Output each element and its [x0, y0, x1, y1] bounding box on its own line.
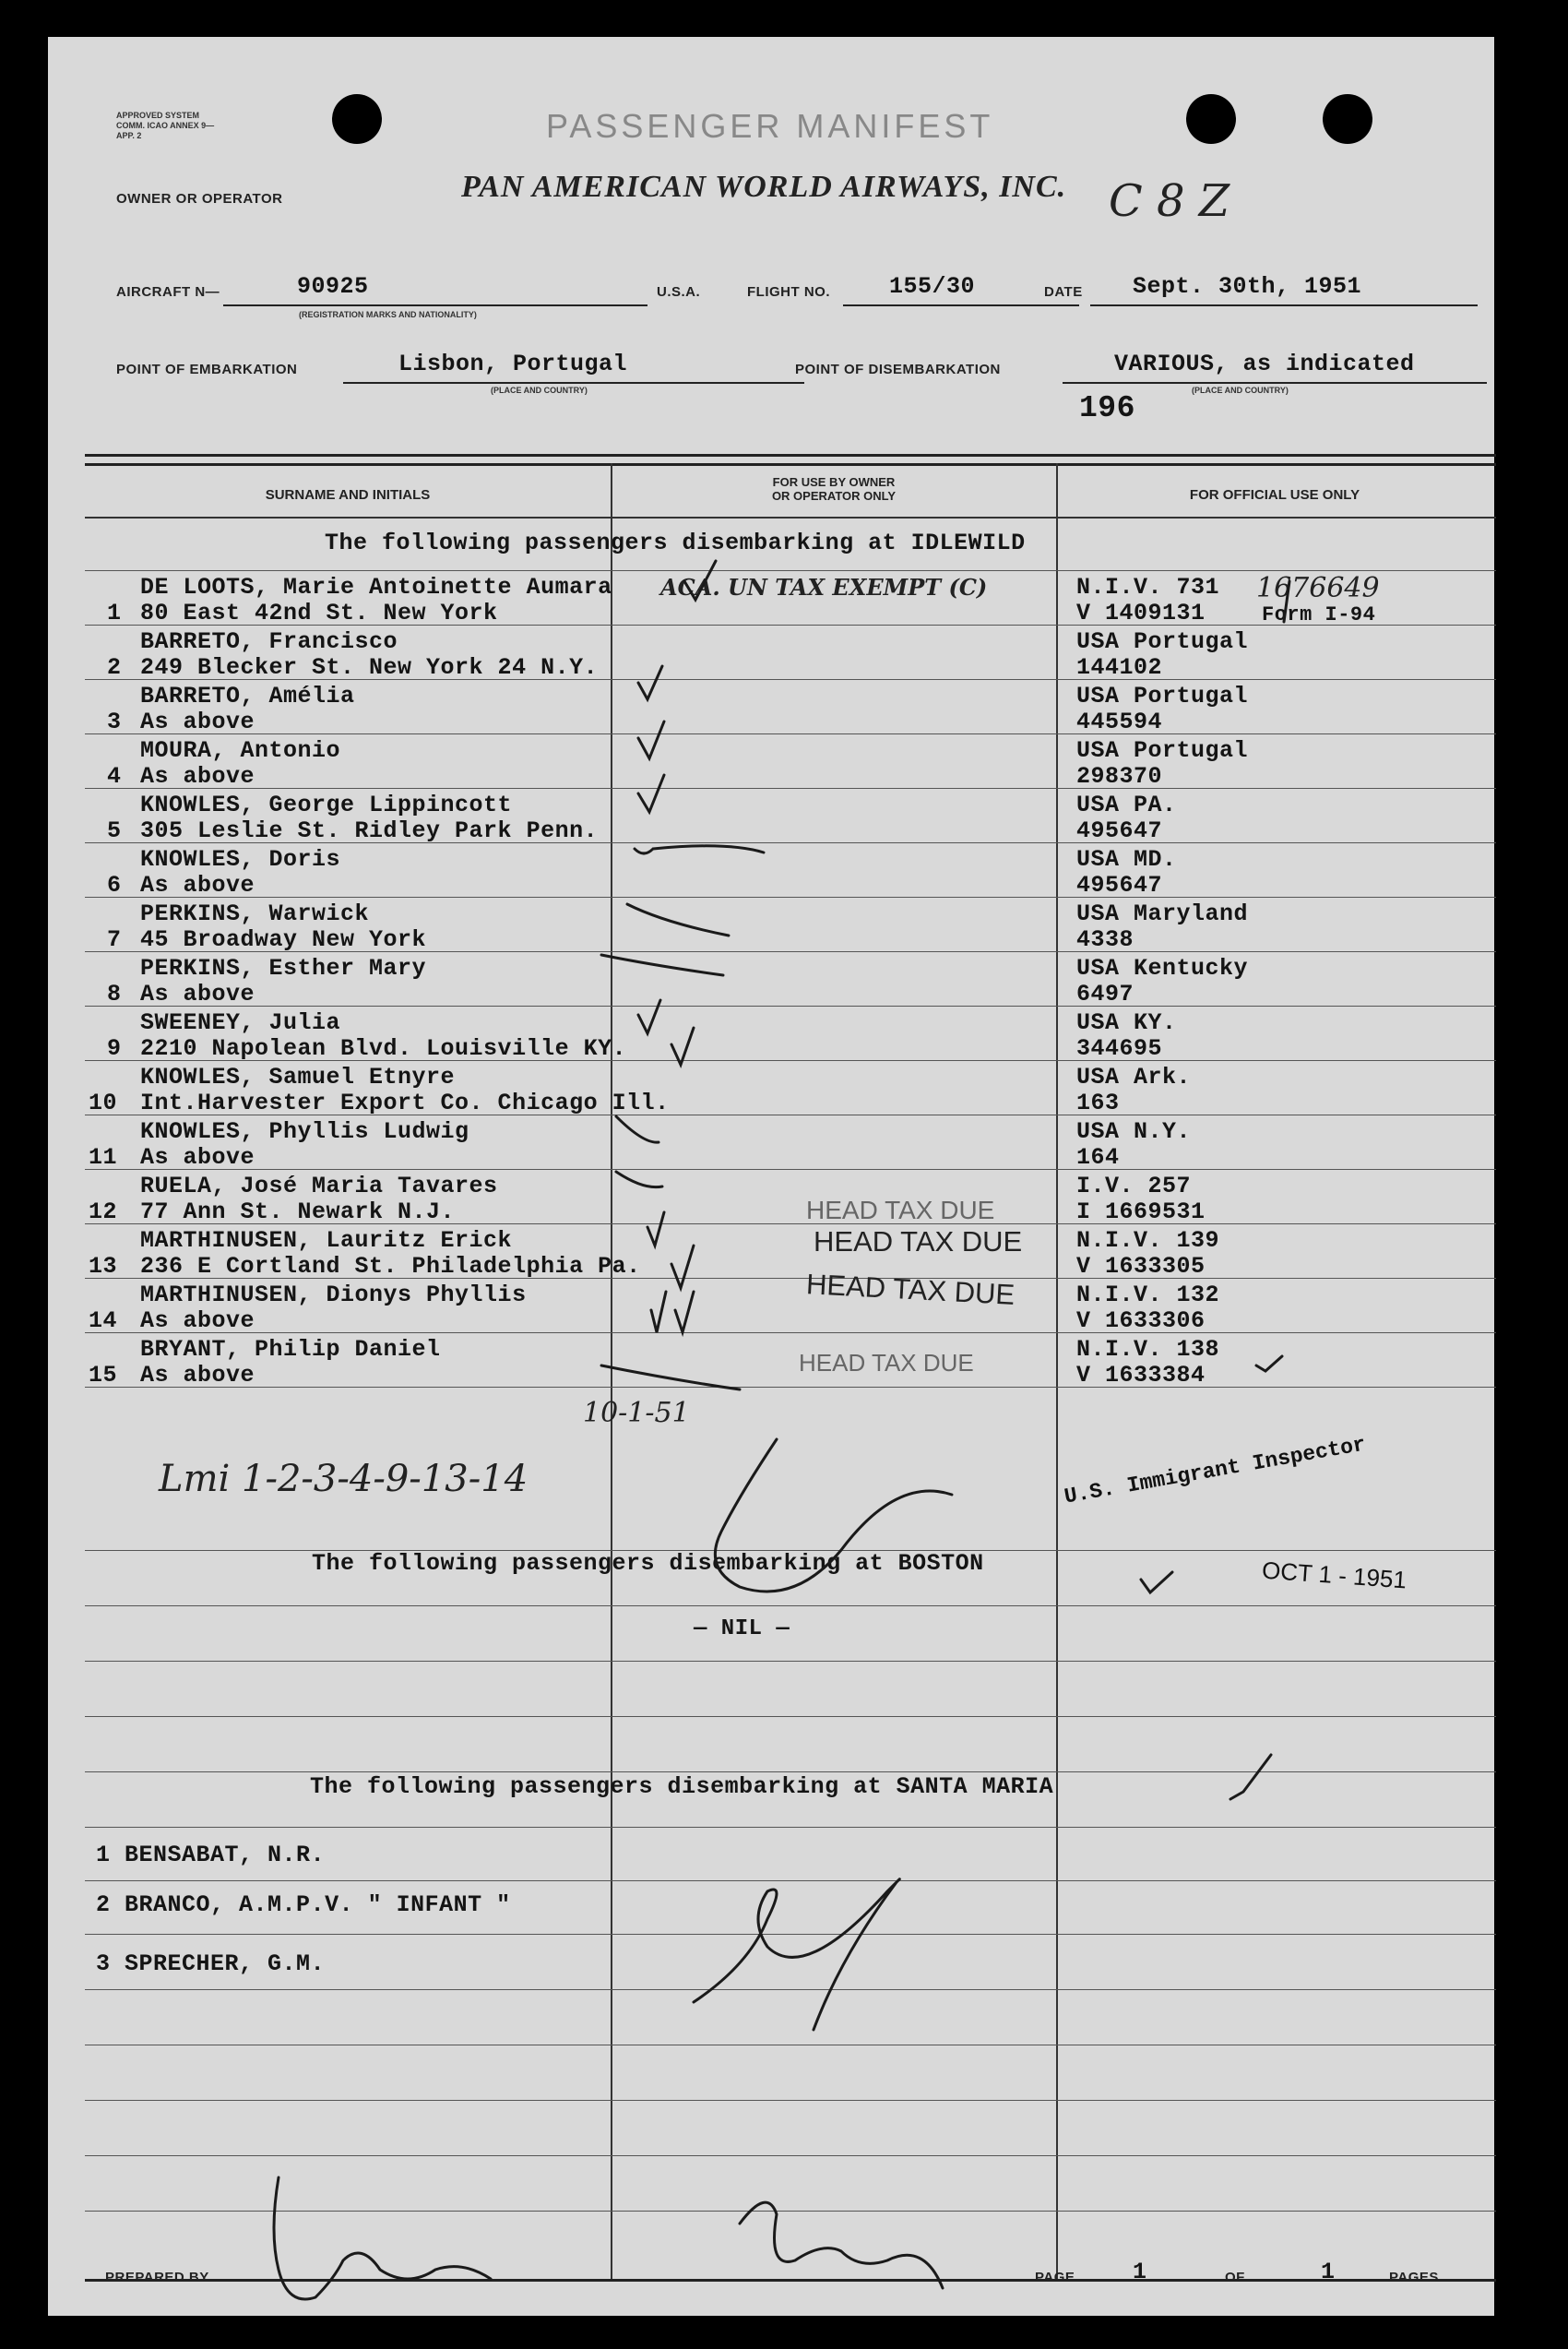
signature: [274, 2177, 491, 2299]
disembark-caption: (PLACE AND COUNTRY): [1192, 386, 1289, 395]
check-mark: [1284, 581, 1289, 622]
passenger-number: 12: [89, 1198, 118, 1225]
registration-caption: (REGISTRATION MARKS AND NATIONALITY): [299, 310, 477, 319]
passenger-address: 45 Broadway New York: [140, 926, 427, 953]
signature: [715, 1439, 952, 1592]
passenger-name: KNOWLES, Phyllis Ludwig: [140, 1118, 469, 1145]
passenger-name: MARTHINUSEN, Dionys Phyllis: [140, 1282, 527, 1308]
official-entry: N.I.V. 138: [1076, 1336, 1220, 1363]
official-entry: USA Portugal: [1076, 683, 1249, 709]
approval-note: APPROVED SYSTEM COMM. ICAO ANNEX 9—APP. 2: [116, 111, 215, 140]
passenger-address: As above: [140, 709, 255, 735]
section-heading-idlewild: The following passengers disembarking at IDLEWILD: [325, 530, 1026, 556]
official-entry: 144102: [1076, 654, 1163, 681]
passenger-address: As above: [140, 763, 255, 790]
official-entry: 163: [1076, 1090, 1120, 1116]
head-tax-stamp: HEAD TAX DUE: [805, 1268, 1016, 1311]
santa-maria-row: 3 SPRECHER, G.M.: [96, 1950, 326, 1977]
passenger-name: BARRETO, Amélia: [140, 683, 355, 709]
passenger-address: 236 E Cortland St. Philadelphia Pa.: [140, 1253, 641, 1280]
passenger-address: 2210 Napolean Blvd. Louisville KY.: [140, 1035, 627, 1062]
page-value: 1: [1133, 2259, 1147, 2285]
disembark-value: VARIOUS, as indicated: [1114, 351, 1415, 377]
passenger-address: 305 Leslie St. Ridley Park Penn.: [140, 817, 599, 844]
owner-annotation: C 8 Z: [1109, 175, 1230, 227]
nil-marker: — NIL —: [694, 1616, 790, 1641]
check-mark: [616, 1172, 662, 1187]
passenger-number: 10: [89, 1090, 118, 1116]
manifest-number: 196: [1079, 391, 1135, 425]
official-entry: N.I.V. 731: [1076, 574, 1220, 601]
official-entry: N.I.V. 139: [1076, 1227, 1220, 1254]
passenger-name: PERKINS, Esther Mary: [140, 955, 427, 982]
official-entry: USA MD.: [1076, 846, 1177, 873]
passenger-address: As above: [140, 1362, 255, 1389]
passenger-number: 7: [107, 926, 122, 953]
passenger-name: MARTHINUSEN, Lauritz Erick: [140, 1227, 513, 1254]
passenger-name: KNOWLES, Doris: [140, 846, 341, 873]
official-entry: I.V. 257: [1076, 1173, 1192, 1199]
embark-value: Lisbon, Portugal: [398, 351, 628, 377]
check-mark: [627, 904, 729, 936]
date-value: Sept. 30th, 1951: [1133, 273, 1362, 300]
check-mark: [1256, 1356, 1282, 1371]
official-entry: 445594: [1076, 709, 1163, 735]
passenger-name: KNOWLES, George Lippincott: [140, 792, 513, 818]
passenger-address: 80 East 42nd St. New York: [140, 600, 498, 626]
signature: [694, 1879, 899, 2030]
passenger-number: 3: [107, 709, 122, 735]
passenger-number: 8: [107, 981, 122, 1008]
santa-maria-row: 1 BENSABAT, N.R.: [96, 1842, 326, 1868]
prepared-label: PREPARED BY: [105, 2270, 209, 2285]
official-entry: USA Portugal: [1076, 737, 1249, 764]
col-owner-line1: FOR USE BY OWNER: [772, 475, 896, 489]
passenger-number: 15: [89, 1362, 118, 1389]
section-heading-santa-maria: The following passengers disembarking at SANTA MARIA: [310, 1773, 1054, 1800]
official-entry: USA Kentucky: [1076, 955, 1249, 982]
official-entry: 495647: [1076, 817, 1163, 844]
check-mark: [638, 666, 662, 699]
check-mark: [635, 846, 764, 853]
check-mark: [601, 955, 723, 975]
owner-note: ACA. UN TAX EXEMPT (C): [660, 574, 988, 601]
passenger-number: 6: [107, 872, 122, 899]
passenger-number: 4: [107, 763, 122, 790]
check-mark: [675, 1292, 694, 1332]
passenger-number: 13: [89, 1253, 118, 1280]
passenger-number: 14: [89, 1307, 118, 1334]
passenger-name: RUELA, José Maria Tavares: [140, 1173, 498, 1199]
official-entry: 4338: [1076, 926, 1134, 953]
check-mark: [1141, 1572, 1172, 1592]
passenger-address: Int.Harvester Export Co. Chicago Ill.: [140, 1090, 670, 1116]
col-surname: SURNAME AND INITIALS: [265, 487, 431, 503]
passenger-address: As above: [140, 872, 255, 899]
head-tax-stamp: HEAD TAX DUE: [799, 1349, 974, 1377]
col-official: FOR OFFICIAL USE ONLY: [1189, 487, 1360, 503]
official-entry: USA PA.: [1076, 792, 1177, 818]
official-entry: USA KY.: [1076, 1009, 1177, 1036]
stamp-date: OCT 1 - 1951: [1261, 1556, 1408, 1594]
check-mark: [601, 1365, 740, 1389]
of-label: OF: [1225, 2270, 1245, 2285]
head-tax-stamp: HEAD TAX DUE: [806, 1196, 995, 1224]
passenger-address: As above: [140, 981, 255, 1008]
aircraft-value: 90925: [297, 273, 369, 300]
official-entry: 344695: [1076, 1035, 1163, 1062]
signature: [740, 2202, 943, 2288]
flight-value: 155/30: [889, 273, 976, 300]
embark-caption: (PLACE AND COUNTRY): [491, 386, 588, 395]
check-mark: [638, 1000, 660, 1033]
check-mark: [671, 1246, 694, 1288]
official-entry: 495647: [1076, 872, 1163, 899]
passenger-name: KNOWLES, Samuel Etnyre: [140, 1064, 456, 1091]
check-mark: [616, 1116, 659, 1142]
owner-label: OWNER OR OPERATOR: [116, 191, 283, 207]
santa-maria-row: 2 BRANCO, A.M.P.V. " INFANT ": [96, 1891, 511, 1918]
embark-label: POINT OF EMBARKATION: [116, 362, 298, 377]
official-entry: V 1633306: [1076, 1307, 1206, 1334]
flight-label: FLIGHT NO.: [747, 284, 830, 300]
pages-value: 1: [1321, 2259, 1336, 2285]
official-entry: USA Maryland: [1076, 900, 1249, 927]
passenger-name: DE LOOTS, Marie Antoinette Aumara: [140, 574, 612, 601]
col-owner-line2: OR OPERATOR ONLY: [771, 489, 897, 503]
section-heading-boston: The following passengers disembarking at BOSTON: [312, 1550, 984, 1577]
page-label: PAGE: [1035, 2270, 1075, 2285]
handwritten-date: 10-1-51: [583, 1397, 690, 1429]
form-title: PASSENGER MANIFEST: [546, 107, 994, 145]
inspector-stamp: U.S. Immigrant Inspector: [1063, 1432, 1368, 1509]
handwriting-overlay: [48, 37, 1494, 2316]
passenger-name: BARRETO, Francisco: [140, 628, 398, 655]
passenger-address: As above: [140, 1144, 255, 1171]
passenger-name: SWEENEY, Julia: [140, 1009, 341, 1036]
date-label: DATE: [1044, 284, 1083, 300]
official-entry: V 1409131: [1076, 600, 1206, 626]
check-mark: [1230, 1755, 1271, 1799]
check-mark: [638, 721, 664, 758]
passenger-name: BRYANT, Philip Daniel: [140, 1336, 441, 1363]
passenger-number: 9: [107, 1035, 122, 1062]
check-mark: [671, 1028, 694, 1065]
official-entry: USA Ark.: [1076, 1064, 1192, 1091]
passenger-address: As above: [140, 1307, 255, 1334]
official-entry: 6497: [1076, 981, 1134, 1008]
official-entry: V 1633305: [1076, 1253, 1206, 1280]
passenger-number: 11: [89, 1144, 118, 1171]
official-entry: 298370: [1076, 763, 1163, 790]
official-entry: 164: [1076, 1144, 1120, 1171]
passenger-address: 77 Ann St. Newark N.J.: [140, 1198, 456, 1225]
head-tax-stamp: HEAD TAX DUE: [814, 1225, 1023, 1258]
manifest-sheet: [48, 37, 1494, 2316]
pages-label: PAGES: [1389, 2270, 1439, 2285]
owner-value: PAN AMERICAN WORLD AIRWAYS, INC.: [461, 170, 1067, 204]
official-entry: USA Portugal: [1076, 628, 1249, 655]
official-entry: V 1633384: [1076, 1362, 1206, 1389]
aircraft-label: AIRCRAFT N—: [116, 284, 220, 300]
official-entry: N.I.V. 132: [1076, 1282, 1220, 1308]
passenger-number: 2: [107, 654, 122, 681]
check-mark: [651, 1292, 666, 1332]
passenger-address: 249 Blecker St. New York 24 N.Y.: [140, 654, 599, 681]
passenger-name: PERKINS, Warwick: [140, 900, 370, 927]
passenger-number: 5: [107, 817, 122, 844]
passenger-name: MOURA, Antonio: [140, 737, 341, 764]
check-mark: [684, 561, 716, 600]
usa-label: U.S.A.: [657, 284, 701, 300]
official-entry: I 1669531: [1076, 1198, 1206, 1225]
disembark-label: POINT OF DISEMBARKATION: [795, 362, 1001, 377]
official-note: Form I-94: [1262, 603, 1376, 626]
check-mark: [638, 775, 664, 812]
official-note: 1676649: [1256, 572, 1380, 604]
check-mark: [647, 1212, 664, 1246]
passenger-number: 1: [107, 600, 122, 626]
handwritten-passenger-list: Lmi 1-2-3-4-9-13-14: [159, 1458, 529, 1500]
official-entry: USA N.Y.: [1076, 1118, 1192, 1145]
